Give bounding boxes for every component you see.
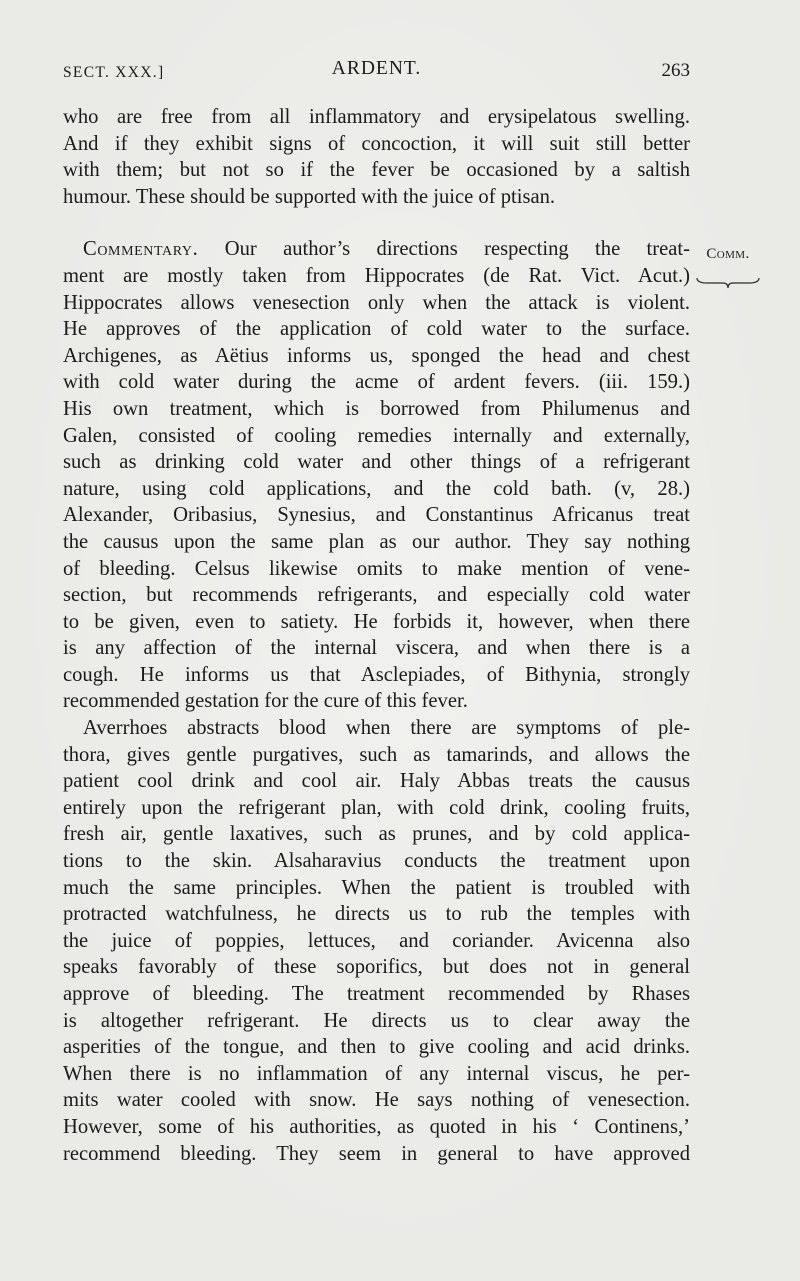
text-line: with cold water during the acme of ardent fevers. (iii. 159.): [63, 371, 690, 394]
text-line: section, but recommends refrigerants, and especially cold water: [63, 584, 690, 607]
text-line: who are free from all inflammatory and erysipelatous swelling.: [63, 106, 690, 128]
margin-brace-icon: [695, 276, 761, 290]
text-line: His own treatment, which is borrowed from Philumenus and: [63, 397, 690, 420]
text-line: asperities of the tongue, and then to give cooling and acid drinks.: [63, 1036, 690, 1059]
text-line: He approves of the application of cold water to the surface.: [63, 318, 690, 341]
text-line: recommend bleeding. They seem in general to have approved: [63, 1142, 690, 1165]
text-line: with them; but not so if the fever be occasioned by a saltish: [63, 159, 690, 182]
text-line: is any affection of the internal viscera, and when there is a: [63, 637, 690, 660]
text-line: ment are mostly taken from Hippocrates (de Rat. Vict. Acut.): [63, 264, 690, 287]
page-title: ARDENT.: [331, 58, 422, 79]
text-line: Alexander, Oribasius, Synesius, and Constantinus Africanus treat: [63, 504, 690, 527]
text-line: However, some of his authorities, as quoted in his ‘ Continens,’: [63, 1115, 690, 1138]
text-line: Archigenes, as Aëtius informs us, sponged the head and chest: [63, 344, 690, 367]
text-line: Averrhoes abstracts blood when there are symptoms of ple-: [83, 717, 690, 740]
margin-note-commentary: Comm.: [706, 246, 750, 262]
text-line: entirely upon the refrigerant plan, with cold drink, cooling fruits,: [63, 796, 690, 819]
text-line: such as drinking cold water and other things of a refrigerant: [63, 451, 690, 474]
text-line: is altogether refrigerant. He directs us to clear away the: [63, 1009, 690, 1032]
text-line: [63, 236, 690, 263]
text-line: much the same principles. When the patient is troubled with: [63, 876, 690, 899]
text-line: Galen, consisted of cooling remedies internally and externally,: [63, 424, 690, 447]
section-label: SECT. XXX.]: [63, 64, 165, 81]
text-line: the juice of poppies, lettuces, and coriander. Avicenna also: [63, 929, 690, 952]
text-line: protracted watchfulness, he directs us to rub the temples with: [63, 903, 690, 926]
text-line: patient cool drink and cool air. Haly Abbas treats the causus: [63, 770, 690, 793]
paragraph-commentary: [63, 236, 690, 715]
text-line: to be given, even to satiety. He forbids it, however, when there: [63, 610, 690, 633]
text-line: speaks favorably of these soporifics, but does not in general: [63, 956, 690, 979]
paragraph-3: [63, 715, 690, 1167]
running-header: [63, 58, 690, 88]
text-line: the causus upon the same plan as our author. They say nothing: [63, 530, 690, 553]
text-line: And if they exhibit signs of concoction, it will suit still better: [63, 132, 690, 155]
page-number: 263: [661, 60, 690, 81]
text-line: When there is no inflammation of any internal viscus, he per-: [63, 1062, 690, 1085]
text-line: Hippocrates allows venesection only when the attack is violent.: [63, 291, 690, 314]
text-line: cough. He informs us that Asclepiades, of Bithynia, strongly: [63, 663, 690, 686]
text-line: recommended gestation for the cure of this fever.: [63, 690, 468, 713]
body-text: [63, 104, 690, 1167]
text-line: fresh air, gentle laxatives, such as prunes, and by cold applica-: [63, 823, 690, 846]
paragraph-1: [63, 104, 690, 210]
commentary-first-line: Our author’s directions respecting the treat-: [198, 238, 690, 261]
text-line: thora, gives gentle purgatives, such as tamarinds, and allows the: [63, 743, 690, 766]
commentary-label: Commentary.: [83, 238, 199, 261]
text-line: tions to the skin. Alsaharavius conducts the treatment upon: [63, 850, 690, 873]
text-line: of bleeding. Celsus likewise omits to make mention of vene-: [63, 557, 690, 580]
text-line: humour. These should be supported with the juice of ptisan.: [63, 185, 556, 208]
text-line: approve of bleeding. The treatment recommended by Rhases: [63, 983, 690, 1005]
text-line: nature, using cold applications, and the cold bath. (v, 28.): [63, 477, 690, 500]
text-line: mits water cooled with snow. He says nothing of venesection.: [63, 1089, 690, 1112]
